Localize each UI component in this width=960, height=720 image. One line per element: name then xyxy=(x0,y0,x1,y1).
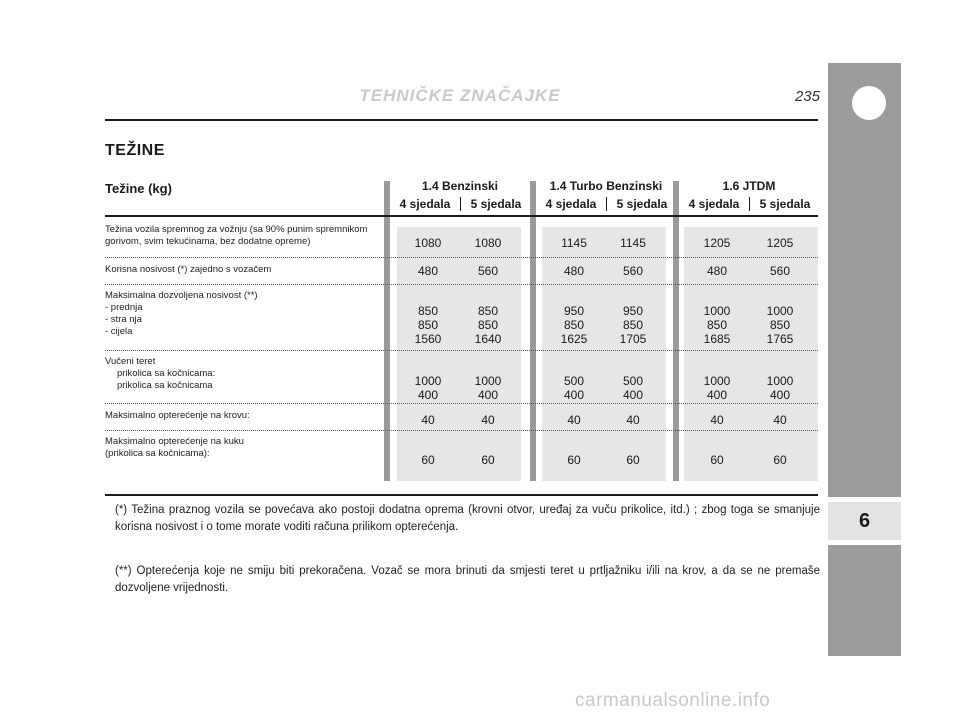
value-cell: 1205 xyxy=(703,236,731,250)
group-header-1-4-benzinski: 1.4 Benzinski xyxy=(421,179,499,193)
sub-header-5-sjedala: 5 sjedala xyxy=(759,197,811,211)
group-divider-bar xyxy=(673,181,679,481)
row-label-towbar-load: Maksimalno opterećenje na kuku (prikolica sa kočnicama): xyxy=(105,436,244,459)
row-divider xyxy=(105,430,818,431)
group-header-1-4-turbo-benzinski: 1.4 Turbo Benzinski xyxy=(549,179,663,193)
value-cell: 480 xyxy=(417,264,439,278)
row-label-payload: Korisna nosivost (*) zajedno s vozačem xyxy=(105,264,272,275)
value-cell: 40 xyxy=(626,413,640,427)
value-cell: 480 xyxy=(706,264,728,278)
value-cell: 60 xyxy=(481,453,495,467)
row-label-towed-load: Vučeni teret prikolica sa kočnicama: prikolica sa kočnicama xyxy=(105,356,216,391)
group-divider-bar xyxy=(530,181,536,481)
page-number: 235 xyxy=(794,88,820,105)
group-header-1-6-jtdm: 1.6 JTDM xyxy=(722,179,776,193)
value-cell: 60 xyxy=(567,453,581,467)
value-cell-stack: 1000 850 1685 xyxy=(703,304,731,346)
row-label-max-permitted-load: Maksimalna dozvoljena nosivost (**) - prednja - stra nja - cijela xyxy=(105,290,258,337)
watermark: carmanualsonline.info xyxy=(575,690,771,711)
footnote-1: (*) Težina praznog vozila se povećava ako postoji dodatna oprema (krovni otvor, uređaj za vuču prikolice, itd.) ; zbog toga se smanjuje korisna nosivost i o tome morate voditi računa prilikom opterećenja. xyxy=(115,504,820,533)
row-divider xyxy=(105,257,818,258)
footnote-2: (**) Opterećenja koje ne smiju biti prekoračena. Vozač se mora brinuti da smjesti teret u prtljažniku i/ili na krov, a da se ne premaše dozvoljene vrijednosti. xyxy=(115,565,820,594)
value-cell: 60 xyxy=(421,453,435,467)
value-cell: 40 xyxy=(421,413,435,427)
running-header: TEHNIČKE ZNAČAJKE xyxy=(359,86,561,105)
value-cell: 40 xyxy=(710,413,724,427)
value-cell: 40 xyxy=(567,413,581,427)
value-cell: 60 xyxy=(773,453,787,467)
value-cell: 1145 xyxy=(620,236,646,250)
sub-header-4-sjedala: 4 sjedala xyxy=(399,197,451,211)
row-divider xyxy=(105,350,818,351)
chapter-number[interactable]: 6 xyxy=(828,502,901,540)
sub-header-5-sjedala: 5 sjedala xyxy=(470,197,522,211)
row-divider xyxy=(105,403,818,404)
value-cell-stack: 1000 850 1765 xyxy=(766,304,794,346)
sidebar-gap xyxy=(828,540,901,545)
row-divider xyxy=(105,284,818,285)
value-cell-stack: 1000 400 xyxy=(474,374,502,402)
value-cell: 1080 xyxy=(474,236,502,250)
group-divider-bar xyxy=(384,181,390,481)
header-rule xyxy=(105,119,818,121)
value-cell-stack: 1000 400 xyxy=(766,374,794,402)
value-cell-stack: 500 400 xyxy=(563,374,585,402)
chapter-sidebar xyxy=(828,63,901,656)
value-cell-stack: 850 850 1640 xyxy=(474,304,502,346)
table-bottom-rule xyxy=(105,494,818,496)
value-cell: 40 xyxy=(481,413,495,427)
value-cell: 560 xyxy=(622,264,644,278)
value-cell-stack: 950 850 1625 xyxy=(560,304,588,346)
sub-header-4-sjedala: 4 sjedala xyxy=(688,197,740,211)
row-label-roof-load: Maksimalno opterećenje na krovu: xyxy=(105,410,250,421)
value-cell: 60 xyxy=(626,453,640,467)
value-cell: 1205 xyxy=(766,236,794,250)
sub-header-5-sjedala: 5 sjedala xyxy=(616,197,668,211)
chapter-marker-circle xyxy=(852,86,886,120)
value-cell-stack: 1000 400 xyxy=(703,374,731,402)
value-cell: 560 xyxy=(769,264,791,278)
value-cell: 1145 xyxy=(561,236,587,250)
value-cell-stack: 500 400 xyxy=(622,374,644,402)
table-header-rule xyxy=(105,215,818,217)
value-cell: 560 xyxy=(477,264,499,278)
value-cell: 1080 xyxy=(414,236,442,250)
value-cell-stack: 850 850 1560 xyxy=(414,304,442,346)
value-cell: 60 xyxy=(710,453,724,467)
value-cell: 480 xyxy=(563,264,585,278)
value-cell-stack: 1000 400 xyxy=(414,374,442,402)
value-cell-stack: 950 850 1705 xyxy=(619,304,647,346)
row-label-curb-weight: Težina vozila spremnog za vožnju (sa 90% punim spremnikom gorivom, svim tekućinama, bez dodatne opreme) xyxy=(105,224,368,247)
sub-header-4-sjedala: 4 sjedala xyxy=(545,197,597,211)
table-heading: Težine (kg) xyxy=(105,181,172,196)
value-cell: 40 xyxy=(773,413,787,427)
section-title: TEŽINE xyxy=(105,142,165,159)
